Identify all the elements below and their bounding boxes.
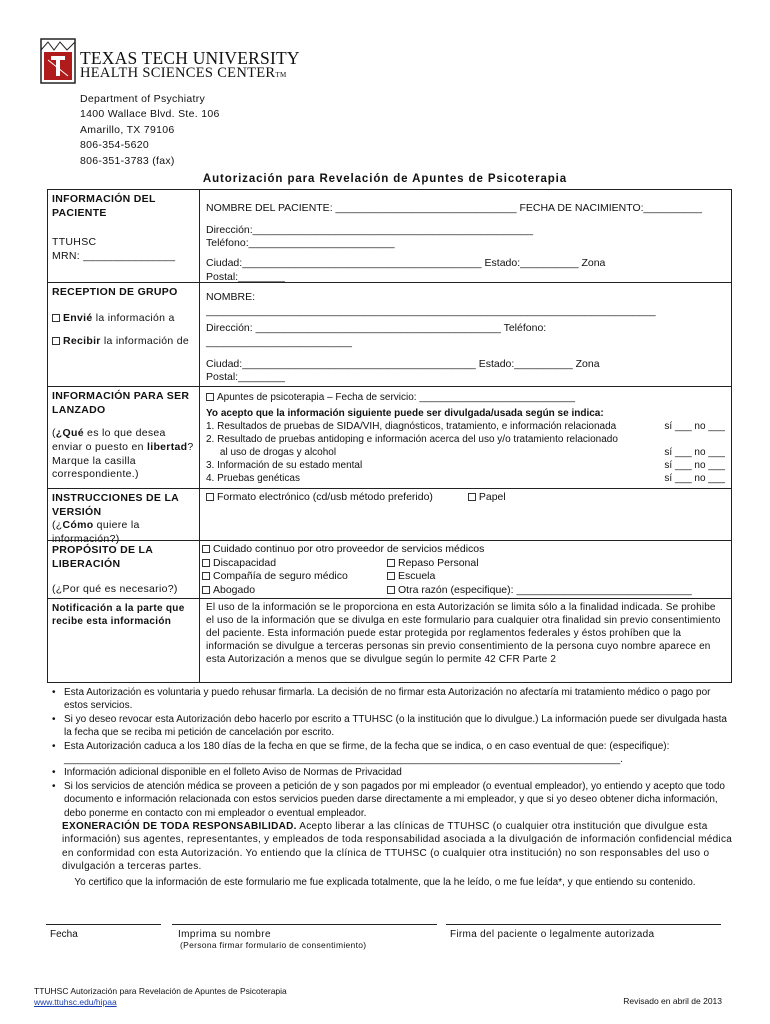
receive-option[interactable]: Recibir la información de [52, 335, 195, 349]
yes-no-field[interactable]: sí ___ no ___ [664, 421, 725, 432]
release-item: 4. Pruebas genéticas sí ___ no ___ [206, 473, 725, 484]
paper-format-option[interactable]: Papel [468, 491, 506, 503]
term-item: • Esta Autorización caduca a los 180 días de la fecha en que se firme, de la fecha que se indica, o en caso eventual de que: (especifique): ____________________________________________________________________________________________________. [50, 740, 735, 767]
fax-number: 806-351-3783 (fax) [80, 154, 175, 167]
group-city-state-field[interactable]: Ciudad:________________________________________ Estado:__________ Zona [206, 357, 600, 370]
certification-statement: Yo certifico que la información de este formulario me fue explicada totalmente, que la he leído, o me fue leída*, y que entiendo su contenido. [74, 877, 696, 888]
address-line: Amarillo, TX 79106 [80, 123, 175, 136]
release-hint: (¿Qué es lo que desea enviar o puesto en libertad? Marque la casilla correspondiente.) [52, 427, 194, 481]
date-signature-line[interactable] [46, 924, 161, 925]
notice-text: El uso de la información se le proporciona en esta Autorización se limita sólo a la finalidad indicada. Se prohibe el uso de la información que se divulga en este formulario para cualquier otra finalidad sin previo consentimiento del paciente. Esta información puede estar protegida por reglamentos federales y éstos prohíben que la información se divulgue a terceras personas sin previo consentimiento de la persona cuyo nombre aparece en esta Autorización a menos que se divulgue según lo permite 42 CFR Parte 2 [206, 602, 721, 665]
lawyer-option[interactable]: Abogado [202, 584, 387, 598]
patient-phone-field[interactable]: Teléfono:_________________________ [206, 237, 395, 250]
checkbox[interactable] [202, 545, 210, 553]
group-name-label: NOMBRE: [206, 291, 256, 303]
checkbox[interactable] [387, 559, 395, 567]
yes-no-field[interactable]: sí ___ no ___ [664, 473, 725, 484]
term-item: • Si los servicios de atención médica se proveen a petición de y son pagados por mi empleador (o eventual empleador), yo entiendo y acepto que todo documento e información relacionada con estos servicios pueden darse directamente a mi empleador, y que si yo deseo obtener dicha información, debo ponerme en contacto con mi empleador o eventual empleador. [50, 780, 735, 820]
purpose-label: PROPÓSITO DE LA LIBERACIÓN [52, 544, 153, 570]
patient-info-label-cell [48, 190, 200, 282]
term-item: • Si yo deseo revocar esta Autorización debo hacerlo por escrito a TTUHSC (o la institución que lo divulgue.) La información puede ser divulgada hasta la fecha que se reciba mi petición de cancelación por escrito. [50, 713, 735, 740]
release-agreement: Yo acepto que la información siguiente puede ser divulgada/usada según se indica: [206, 408, 604, 419]
group-address-field[interactable]: Dirección: __________________________________________ Teléfono: [206, 322, 547, 335]
checkbox[interactable] [206, 393, 214, 401]
print-name-label: Imprima su nombre [178, 929, 271, 940]
school-option[interactable]: Escuela [387, 570, 725, 584]
patient-city-state-field[interactable]: Ciudad:_________________________________________ Estado:__________ Zona [206, 256, 606, 269]
date-label: Fecha [50, 929, 78, 940]
checkbox[interactable] [202, 586, 210, 594]
ttuhsc-seal-logo [40, 38, 76, 86]
checkbox[interactable] [202, 559, 210, 567]
hipaa-link[interactable]: www.ttuhsc.edu/hipaa [34, 997, 117, 1007]
checkbox[interactable] [387, 586, 395, 594]
instructions-row [48, 488, 731, 545]
checkbox[interactable] [52, 337, 60, 345]
send-option[interactable]: Envié la información a [52, 312, 195, 326]
checkbox[interactable] [206, 493, 214, 501]
patient-signature-line[interactable] [446, 924, 721, 925]
authorization-form-table [47, 189, 732, 683]
group-fields [200, 283, 731, 386]
yes-no-field[interactable]: sí ___ no ___ [664, 447, 725, 458]
document-title: Autorización para Revelación de Apuntes de Psicoterapia [202, 173, 568, 185]
yes-no-field[interactable]: sí ___ no ___ [664, 460, 725, 471]
patient-postal-field[interactable]: Postal:________ [206, 270, 285, 283]
mrn-field[interactable]: MRN: _______________ [52, 249, 176, 262]
revision-date: Revisado en abril de 2013 [623, 996, 722, 1006]
instructions-fields [200, 489, 731, 540]
ttuhsc-label: TTUHSC [52, 236, 97, 249]
group-label-cell [48, 283, 200, 386]
purpose-label-cell [48, 541, 200, 598]
print-name-hint: (Persona firmar formulario de consentimiento) [180, 940, 367, 950]
other-reason-option[interactable]: Otra razón (especifique): ______________________________ [387, 584, 725, 598]
signature-label: Firma del paciente o legalmente autorizada [450, 929, 655, 940]
release-item: 3. Información de su estado mental sí ___ no ___ [206, 460, 725, 471]
release-label-cell [48, 387, 200, 488]
instructions-label: INSTRUCCIONES DE LA VERSIÓN [52, 492, 179, 518]
release-fields [200, 387, 731, 488]
psychotherapy-notes-option[interactable]: Apuntes de psicoterapia – Fecha de servicio: ____________________________ [206, 391, 725, 404]
checkbox[interactable] [468, 493, 476, 501]
form-name: TTUHSC Autorización para Revelación de Apuntes de Psicoterapia [34, 986, 287, 996]
notice-label: Notificación a la parte que recibe esta información [48, 599, 200, 682]
patient-name-dob-field[interactable]: NOMBRE DEL PACIENTE: _______________________________ FECHA DE NACIMIENTO:__________ [206, 202, 702, 214]
release-item: 1. Resultados de pruebas de SIDA/VIH, diagnósticos, tratamiento, e información relacionada sí ___ no ___ [206, 421, 725, 432]
release-label: INFORMACIÓN PARA SER LANZADO [52, 390, 190, 416]
term-item: • Información adicional disponible en el folleto Aviso de Normas de Privacidad [50, 766, 735, 779]
release-item: al uso de drogas y alcohol sí ___ no ___ [206, 447, 725, 458]
purpose-row [48, 540, 731, 598]
address-line: Department of Psychiatry [80, 93, 206, 105]
electronic-format-option[interactable]: Formato electrónico (cd/usb método preferido) [206, 491, 433, 503]
phone-number: 806-354-5620 [80, 139, 149, 152]
group-reception-row [48, 282, 731, 386]
checkbox[interactable] [52, 314, 60, 322]
continuing-care-option[interactable]: Cuidado continuo por otro proveedor de servicios médicos [202, 543, 725, 557]
patient-info-row [48, 190, 731, 282]
patient-info-fields [200, 190, 731, 282]
exoneration-paragraph: EXONERACIÓN DE TODA RESPONSABILIDAD. Acepto liberar a las clínicas de TTUHSC (o cualquier otra institución que divulgue esta información) sus agentes, representantes, y empleados de toda responsabilidad asociada a la divulgación de información confidencial médica en conformidad con esta Autorización. Yo entiendo que la clínica de TTUHSC (o cualquier otra institución) no son responsables del uso o divulgación a terceras partes. [62, 821, 733, 873]
patient-info-label: INFORMACIÓN DEL PACIENTE [52, 193, 156, 219]
checkbox[interactable] [387, 572, 395, 580]
purpose-hint: (¿Por qué es necesario?) [52, 583, 178, 596]
checkbox[interactable] [202, 572, 210, 580]
purpose-options [200, 541, 731, 598]
insurance-option[interactable]: Compañía de seguro médico [202, 570, 387, 584]
address-line: 1400 Wallace Blvd. Ste. 106 [80, 108, 220, 121]
department-address [80, 92, 220, 169]
group-name-field[interactable]: _____________________________________________________________________________ [206, 304, 656, 317]
group-phone-field[interactable]: _________________________ [206, 335, 352, 348]
disability-option[interactable]: Discapacidad [202, 557, 387, 571]
release-item: 2. Resultado de pruebas antidoping e información acerca del uso y/o tratamiento relacionado [206, 434, 618, 445]
group-postal-field[interactable]: Postal:________ [206, 371, 285, 384]
release-info-row [48, 386, 731, 488]
term-item: • Esta Autorización es voluntaria y puedo rehusar firmarla. La decisión de no firmar esta Autorización no afectaría mi tratamiento médico o pago por estos servicios. [50, 686, 735, 713]
group-label: RECEPTION DE GRUPO [52, 286, 178, 298]
terms-section [50, 686, 735, 874]
instructions-label-cell [48, 489, 200, 545]
patient-address-field[interactable]: Dirección:________________________________________________ [206, 223, 533, 236]
notice-row [48, 598, 731, 682]
print-name-signature-line[interactable] [172, 924, 437, 925]
brand-line-2: HEALTH SCIENCES CENTERTM [80, 65, 287, 81]
brand-line-1: TEXAS TECH UNIVERSITY [80, 48, 300, 68]
personal-review-option[interactable]: Repaso Personal [387, 557, 725, 571]
footer-left [34, 986, 287, 1008]
instructions-hint: (¿Cómo quiere la información?) [52, 519, 140, 545]
